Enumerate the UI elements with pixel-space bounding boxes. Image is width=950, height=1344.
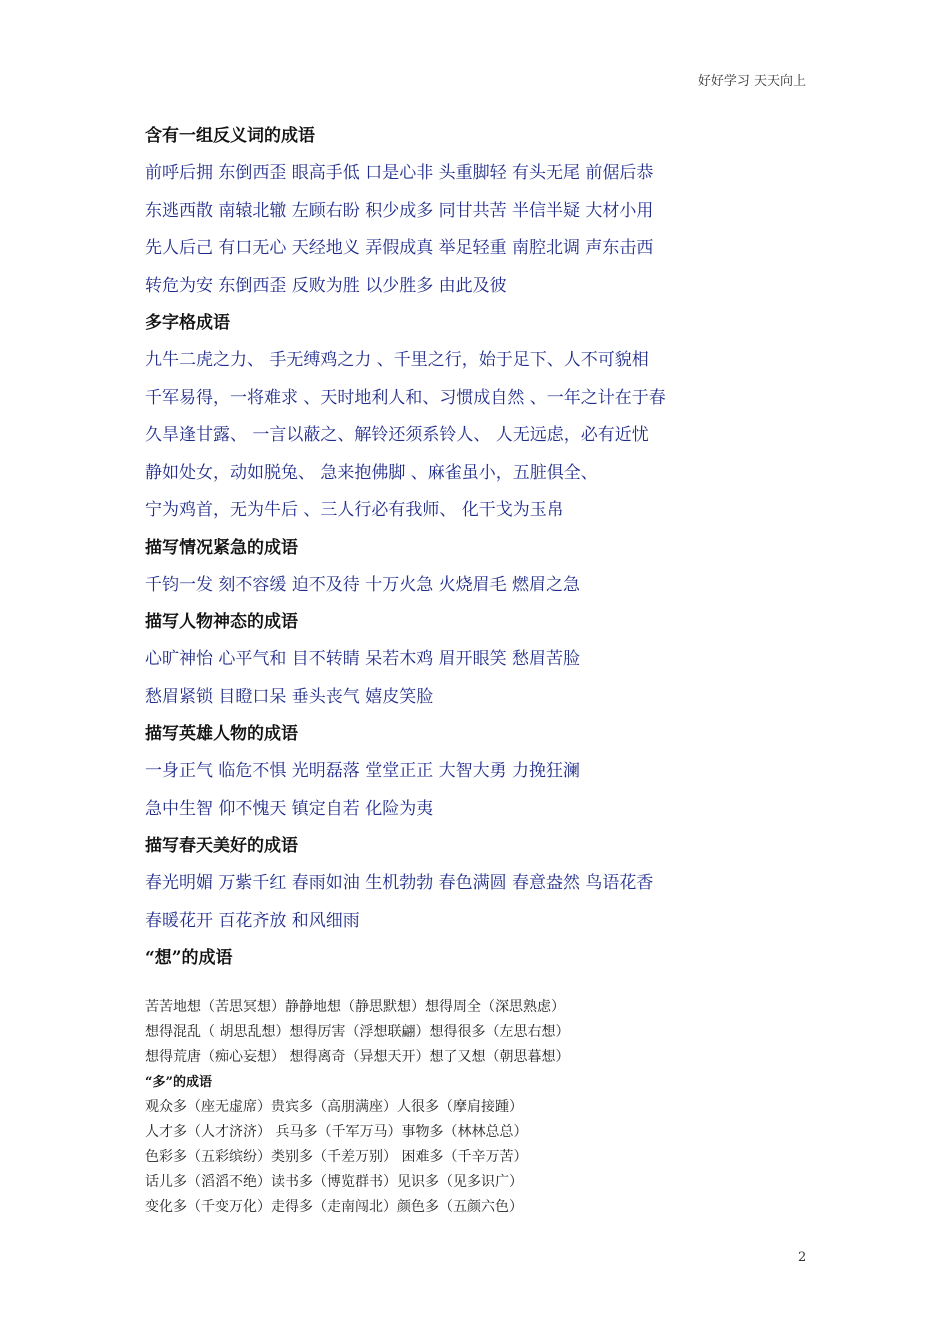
spacer (145, 977, 805, 995)
idiom-line: 宁为鸡首，无为牛后 、三人行必有我师、 化干戈为玉帛 (145, 500, 564, 520)
section-heading-urgent: 描写情况紧急的成语 (145, 537, 298, 558)
idiom-line: 心旷神怡 心平气和 目不转睛 呆若木鸡 眉开眼笑 愁眉苦脸 (145, 649, 581, 669)
idiom-line: 九牛二虎之力、 手无缚鸡之力 、千里之行，始于足下、人不可貌相 (145, 350, 649, 370)
idiom-pair-line: 想得荒唐（痴心妄想） 想得离奇（异想天开）想了又想（朝思暮想） (145, 1049, 570, 1065)
document-body (145, 118, 805, 1220)
idiom-pair-line: 变化多（千变万化）走得多（走南闯北）颜色多（五颜六色） (145, 1199, 523, 1215)
idiom-line: 久旱逢甘露、 一言以蔽之、解铃还须系铃人、 人无远虑，必有近忧 (145, 425, 649, 445)
section-heading-duo: “多”的成语 (145, 1075, 212, 1090)
page-header: 好好学习 天天向上 (697, 74, 806, 89)
idiom-pair-line: 苦苦地想（苦思冥想）静静地想（静思默想）想得周全（深思熟虑） (145, 999, 565, 1015)
section-heading-heroes: 描写英雄人物的成语 (145, 724, 298, 744)
idiom-pair-line: 想得混乱（ 胡思乱想）想得厉害（浮想联翩）想得很多（左思右想） (145, 1024, 570, 1040)
idiom-pair-line: 人才多（人才济济） 兵马多（千军万马）事物多（林林总总） (145, 1124, 528, 1140)
idiom-line: 一身正气 临危不惧 光明磊落 堂堂正正 大智大勇 力挽狂澜 (145, 761, 581, 781)
section-heading-spring: 描写春天美好的成语 (145, 836, 298, 856)
idiom-line: 转危为安 东倒西歪 反败为胜 以少胜多 由此及彼 (145, 275, 507, 296)
idiom-line: 先人后己 有口无心 天经地义 弄假成真 举足轻重 南腔北调 声东击西 (145, 238, 654, 258)
idiom-line: 东逃西散 南辕北辙 左顾右盼 积少成多 同甘共苦 半信半疑 大材小用 (145, 200, 654, 221)
idiom-pair-line: 观众多（座无虚席）贵宾多（高朋满座）人很多（摩肩接踵） (145, 1099, 523, 1115)
idiom-pair-line: 色彩多（五彩缤纷）类别多（千差万别） 困难多（千辛万苦） (145, 1149, 528, 1165)
section-heading-antonyms: 含有一组反义词的成语 (145, 126, 315, 146)
idiom-line: 春暖花开 百花齐放 和风细雨 (145, 910, 360, 931)
idiom-line: 春光明媚 万紫千红 春雨如油 生机勃勃 春色满圆 春意盎然 鸟语花香 (145, 873, 654, 893)
idiom-line: 静如处女，动如脱兔、 急来抱佛脚 、麻雀虽小，五脏俱全、 (145, 462, 598, 483)
section-heading-xiang: “想”的成语 (145, 948, 233, 968)
page-number: 2 (798, 1250, 807, 1265)
section-heading-multi-char: 多字格成语 (145, 313, 230, 333)
idiom-line: 前呼后拥 东倒西歪 眼高手低 口是心非 头重脚轻 有头无尾 前倨后恭 (145, 163, 654, 183)
idiom-line: 急中生智 仰不愧天 镇定自若 化险为夷 (145, 798, 434, 819)
idiom-line: 千钧一发 刻不容缓 迫不及待 十万火急 火烧眉毛 燃眉之急 (145, 574, 581, 595)
idiom-line: 千军易得，一将难求 、天时地利人和、习惯成自然 、一年之计在于春 (145, 387, 666, 408)
idiom-pair-line: 话儿多（滔滔不绝）读书多（博览群书）见识多（见多识广） (145, 1174, 523, 1190)
section-heading-expression: 描写人物神态的成语 (145, 612, 298, 632)
idiom-line: 愁眉紧锁 目瞪口呆 垂头丧气 嬉皮笑脸 (145, 686, 434, 707)
